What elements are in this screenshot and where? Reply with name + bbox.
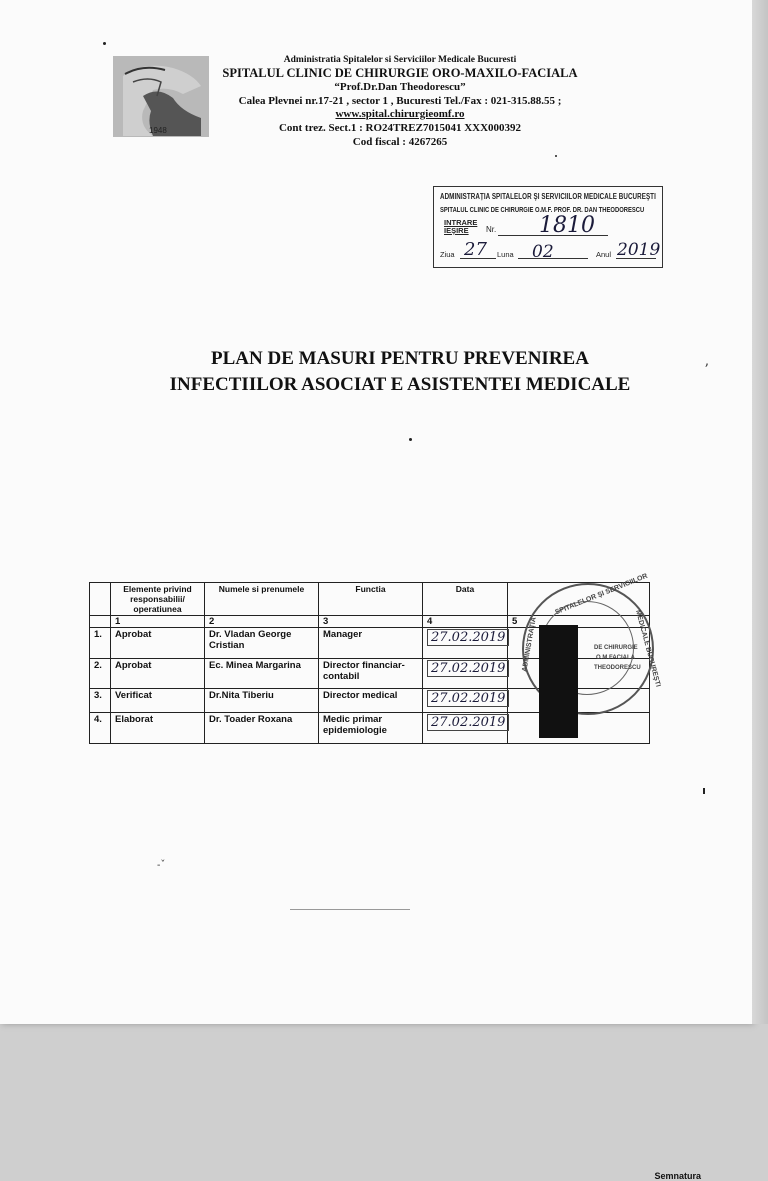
row-date: 27.02.2019 (427, 690, 509, 707)
scan-mark: ʼ (704, 362, 709, 378)
scan-speck (103, 42, 106, 45)
header-administration: Administratia Spitalelor si Serviciilor Medicale Bucuresti (283, 55, 517, 65)
stamp-ziua-label: Ziua (440, 250, 455, 259)
svg-text:1948: 1948 (149, 126, 167, 135)
table-cell (90, 616, 111, 628)
table-cell: 5 (508, 616, 650, 628)
row-number: 3. (90, 689, 111, 713)
row-signature (508, 713, 650, 744)
hospital-header (220, 54, 580, 149)
scan-edge (752, 0, 768, 1024)
row-element: Aprobat (111, 628, 205, 659)
row-number: 4. (90, 713, 111, 744)
header-bank-account: Cont trez. Sect.1 : RO24TREZ7015041 XXX000392 (278, 122, 522, 134)
row-name: Dr. Toader Roxana (205, 713, 319, 744)
stamp-anul-value: 2019 (617, 240, 661, 260)
stamp-iesire: IEŞIRE (444, 226, 469, 235)
row-date-cell (423, 658, 508, 689)
row-name: Ec. Minea Margarina (205, 658, 319, 689)
seal-inner-text-2: O.M.FACIALA (596, 655, 635, 661)
row-function: Manager (319, 628, 423, 659)
table-header-cell: Numele si prenumele (205, 583, 319, 616)
row-name: Dr. Vladan George Cristian (205, 628, 319, 659)
table-header-cell: Elemente privind responsabilii/ operatiunea (111, 583, 205, 616)
stamp-title: ADMINISTRAȚIA SPITALELOR ŞI SERVICIILOR MEDICALE BUCUREŞTI (440, 192, 656, 201)
header-website: www.spital.chirurgieomf.ro (335, 108, 465, 120)
registry-stamp (433, 186, 663, 268)
scan-line (290, 909, 410, 910)
title-line-2: INFECTIILOR ASOCIAT E ASISTENTEI MEDICALE (169, 374, 631, 395)
seal-inner-text-3: THEODORESCU (594, 665, 641, 671)
signature-header: Semnatura (654, 1170, 702, 1181)
row-date: 27.02.2019 (427, 629, 509, 646)
stamp-nr-value: 1810 (539, 213, 595, 238)
table-header-cell (90, 583, 111, 616)
table-header-cell: Data (423, 583, 508, 616)
seal-right-text: MEDICALE BUCUREŞTI (634, 609, 662, 688)
row-date-cell (423, 713, 508, 744)
table-cell: 4 (423, 616, 508, 628)
row-number: 2. (90, 658, 111, 689)
seal-top-text: SPITALELOR ŞI SERVICIILOR (554, 572, 649, 617)
header-hospital-name: SPITALUL CLINIC DE CHIRURGIE ORO-MAXILO-FACIALA (222, 66, 578, 80)
stamp-ziua-value: 27 (464, 239, 487, 260)
table-header-cell: Functia (319, 583, 423, 616)
table-cell: 3 (319, 616, 423, 628)
scan-mark: -ˇ (157, 860, 166, 871)
stamp-intrare: INTRARE (444, 218, 478, 227)
seal-inner-text-1: DE CHIRURGIE (594, 645, 638, 651)
stamp-luna-value: 02 (532, 242, 554, 262)
row-function: Medic primar epidemiologie (319, 713, 423, 744)
row-date-cell (423, 689, 508, 713)
row-date: 27.02.2019 (427, 660, 509, 677)
row-function: Director financiar-contabil (319, 658, 423, 689)
row-date-cell (423, 628, 508, 659)
seal-left-text: ADMINISTRAȚIA (521, 616, 538, 673)
stamp-nr-label: Nr. (486, 225, 497, 234)
stamp-subtitle: SPITALUL CLINIC DE CHIRURGIE O.M.F. PROF. DR. DAN THEODORESCU (440, 205, 645, 214)
title-line-1: PLAN DE MASURI PENTRU PREVENIREA (211, 348, 589, 369)
document-title (100, 346, 700, 398)
row-element: Aprobat (111, 658, 205, 689)
row-number: 1. (90, 628, 111, 659)
hospital-logo (113, 56, 209, 137)
row-date: 27.02.2019 (427, 714, 509, 731)
row-name: Dr.Nita Tiberiu (205, 689, 319, 713)
row-function: Director medical (319, 689, 423, 713)
scan-speck (703, 788, 705, 794)
table-cell: 1 (111, 616, 205, 628)
header-fiscal-code: Cod fiscal : 4267265 (352, 136, 448, 148)
scan-speck (409, 438, 412, 441)
row-element: Verificat (111, 689, 205, 713)
stamp-anul-label: Anul (596, 250, 612, 259)
scan-speck (555, 155, 557, 157)
stamp-in-out (444, 219, 477, 235)
table-cell: 2 (205, 616, 319, 628)
header-hospital-patron: “Prof.Dr.Dan Theodorescu” (334, 81, 466, 93)
stamp-luna-label: Luna (497, 250, 514, 259)
row-element: Elaborat (111, 713, 205, 744)
header-address: Calea Plevnei nr.17-21 , sector 1 , Bucuresti Tel./Fax : 021-315.88.55 ; (238, 95, 562, 107)
redaction-block (539, 625, 578, 738)
